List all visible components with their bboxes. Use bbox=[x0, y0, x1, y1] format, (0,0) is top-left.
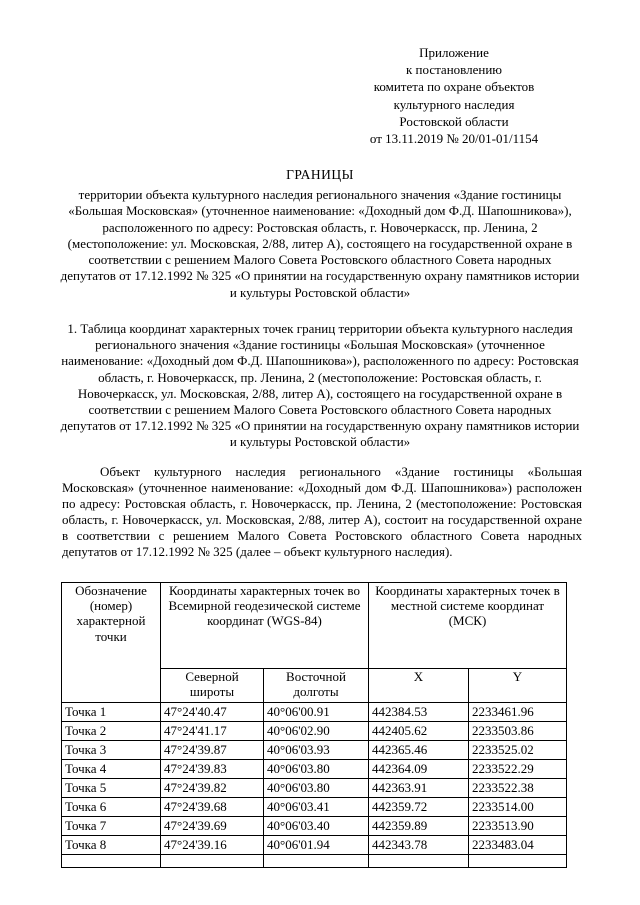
header-lat: Северной широты bbox=[161, 669, 264, 703]
table-row bbox=[62, 817, 567, 836]
cell-lat: 47°24'39.68 bbox=[161, 798, 264, 817]
appendix-line: Приложение bbox=[419, 45, 489, 60]
cell-lon: 40°06'03.41 bbox=[264, 798, 369, 817]
cell-lon: 40°06'03.40 bbox=[264, 817, 369, 836]
appendix-header bbox=[304, 44, 604, 147]
cell-point: Точка 7 bbox=[62, 817, 161, 836]
cell-x: 442359.72 bbox=[369, 798, 469, 817]
cell-lat: 47°24'39.69 bbox=[161, 817, 264, 836]
cell-lon: 40°06'01.94 bbox=[264, 836, 369, 855]
appendix-line: от 13.11.2019 № 20/01-01/1154 bbox=[369, 131, 539, 147]
appendix-line: к постановлению bbox=[405, 62, 503, 78]
cell-lon: 40°06'03.93 bbox=[264, 741, 369, 760]
cell-point: Точка 1 bbox=[62, 703, 161, 722]
table-row bbox=[62, 779, 567, 798]
cell-x: 442364.09 bbox=[369, 760, 469, 779]
cell-lat: 47°24'39.87 bbox=[161, 741, 264, 760]
cell-x: 442405.62 bbox=[369, 722, 469, 741]
cell-lat: 47°24'40.47 bbox=[161, 703, 264, 722]
cell-x: 442363.91 bbox=[369, 779, 469, 798]
cell-lon: 40°06'02.90 bbox=[264, 722, 369, 741]
header-lon: Восточной долготы bbox=[264, 669, 369, 703]
header-wgs: Координаты характерных точек во Всемирной геодезической системе координат (WGS-84) bbox=[161, 583, 369, 669]
cell-x: 442384.53 bbox=[369, 703, 469, 722]
cell-y: 2233503.86 bbox=[469, 722, 567, 741]
header-point: Обозначение (номер) характерной точки bbox=[62, 583, 161, 703]
cell-point: Точка 5 bbox=[62, 779, 161, 798]
intro-paragraph: Объект культурного наследия регионального «Здание гостиницы «Большая Московская» (уточненное наименование: «Доходный дом Ф.Д. Шапошникова») расположен по адресу: Ростовская область, г. Новочеркасск, пр. Ленина, 2 (местоположение: Ростовская область, г. Новочеркасск, ул. Московская, 2/88, литер А), состоит на государственной охране в соответствии с решением Малого Совета Ростовского областного Совета народных депутатов от 17.12.1992 № 325 (далее – объект культурного наследия). bbox=[62, 464, 582, 560]
appendix-line: культурного наследия bbox=[393, 96, 515, 112]
boundary-description: территории объекта культурного наследия регионального значения «Здание гостиницы «Большая Московская» (уточненное наименование: «Доходный дом Ф.Д. Шапошникова»), расположенного по адресу: Ростовская область, г. Новочеркасск, пр. Ленина, 2 (местоположение: ул. Московская, 2/88, литер А), состоящего на государственной охране в соответствии с решением Малого Совета Ростовского областного Совета народных депутатов от 17.12.1992 № 325 «О принятии на государственную охрану памятников истории и культуры Ростовской области» bbox=[60, 187, 580, 300]
table-row-continuation bbox=[62, 855, 567, 868]
table-row bbox=[62, 760, 567, 779]
header-x: X bbox=[369, 669, 469, 703]
table-row bbox=[62, 741, 567, 760]
appendix-line: Ростовской области bbox=[399, 113, 509, 129]
table-title: 1. Таблица координат характерных точек границ территории объекта культурного наследия регионального значения «Здание гостиницы «Большая Московская» (уточненное наименование: «Доходный дом Ф.Д. Шапошникова»), расположенного по адресу: Ростовская область, г. Новочеркасск, пр. Ленина, 2 (местоположение: Ростовская область, г. Новочеркасск, ул. Московская, 2/88, литер А), состоящего на государственной охране в соответствии с решением Малого Совета Ростовского областного Совета народных депутатов от 17.12.1992 № 325 «О принятии на государственную охрану памятников истории и культуры Ростовской области» bbox=[60, 321, 580, 450]
cell-y: 2233514.00 bbox=[469, 798, 567, 817]
cell-y: 2233461.96 bbox=[469, 703, 567, 722]
cell-x: 442343.78 bbox=[369, 836, 469, 855]
cell-point: Точка 3 bbox=[62, 741, 161, 760]
header-y: Y bbox=[469, 669, 567, 703]
cell-point: Точка 6 bbox=[62, 798, 161, 817]
table-row bbox=[62, 722, 567, 741]
cell-y: 2233522.29 bbox=[469, 760, 567, 779]
coordinates-table bbox=[61, 582, 567, 868]
cell-y: 2233522.38 bbox=[469, 779, 567, 798]
cell-y: 2233525.02 bbox=[469, 741, 567, 760]
table-row bbox=[62, 703, 567, 722]
header-msk: Координаты характерных точек в местной системе координат (МСК) bbox=[369, 583, 567, 669]
cell-lat: 47°24'39.82 bbox=[161, 779, 264, 798]
cell-lat: 47°24'39.16 bbox=[161, 836, 264, 855]
cell-lat: 47°24'41.17 bbox=[161, 722, 264, 741]
cell-point: Точка 4 bbox=[62, 760, 161, 779]
cell-x: 442359.89 bbox=[369, 817, 469, 836]
cell-point: Точка 2 bbox=[62, 722, 161, 741]
appendix-line: комитета по охране объектов bbox=[373, 79, 535, 95]
cell-lon: 40°06'03.80 bbox=[264, 760, 369, 779]
cell-y: 2233483.04 bbox=[469, 836, 567, 855]
cell-lon: 40°06'03.80 bbox=[264, 779, 369, 798]
document-title: ГРАНИЦЫ bbox=[286, 167, 354, 182]
cell-point: Точка 8 bbox=[62, 836, 161, 855]
table-row bbox=[62, 798, 567, 817]
cell-x: 442365.46 bbox=[369, 741, 469, 760]
cell-y: 2233513.90 bbox=[469, 817, 567, 836]
table-row bbox=[62, 836, 567, 855]
cell-lat: 47°24'39.83 bbox=[161, 760, 264, 779]
cell-lon: 40°06'00.91 bbox=[264, 703, 369, 722]
